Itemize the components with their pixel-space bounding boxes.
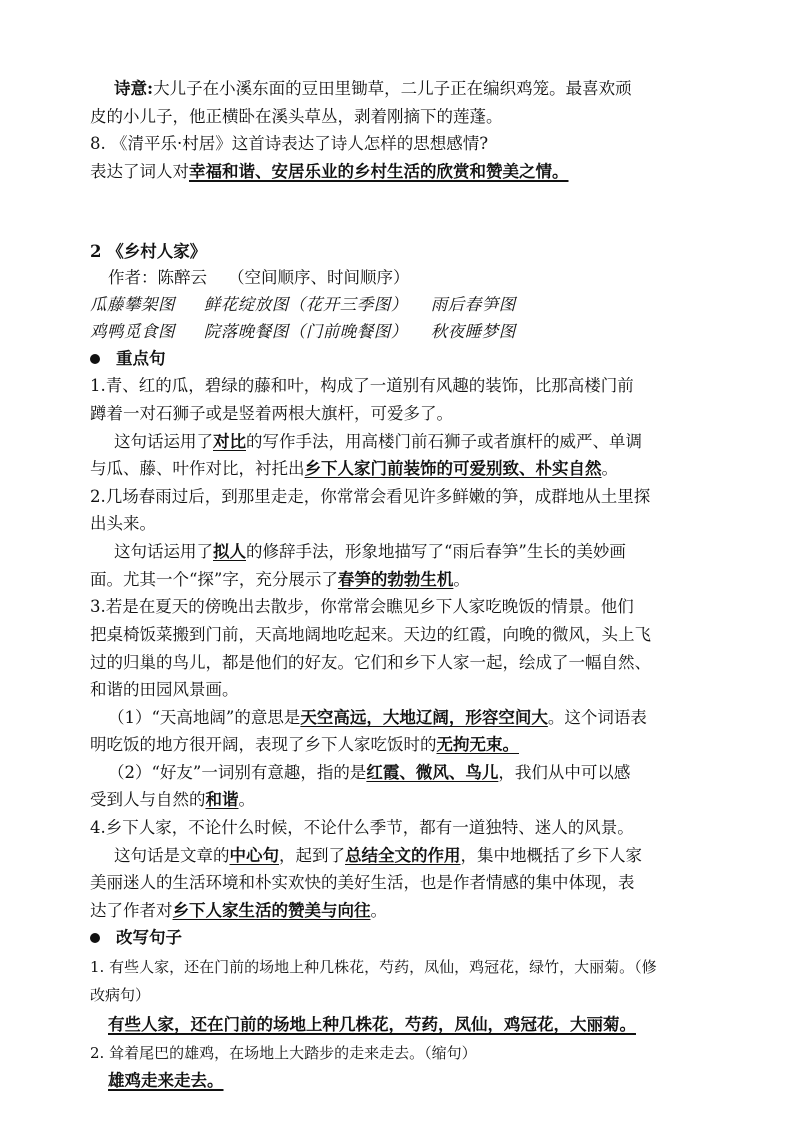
sentence-3-line-3: 过的归巢的鸟儿，都是他们的好友。它们和乡下人家一起，绘成了一幅自然、	[90, 653, 651, 672]
bullet-icon	[90, 354, 100, 364]
lesson-title: 2 《乡村人家》	[90, 242, 207, 261]
section-heading-key-sentences: 重点句	[90, 345, 710, 373]
sentence-2-analysis-1: 这句话运用了拟人的修辞手法，形象地描写了“雨后春笋”生长的美妙画	[114, 542, 626, 561]
lesson-author: 作者：陈醉云 （空间顺序、时间顺序）	[108, 268, 410, 287]
sentence-3-q1-line-2: 明吃饭的地方很开阔，表现了乡下人家吃饭时的无拘无束。	[90, 735, 519, 754]
sentence-3-line-1: 3.若是在夏天的傍晚出去散步，你常常会瞧见乡下人家吃晚饭的情景。他们	[90, 597, 634, 616]
sentence-3-q1-line-1: （1）“天高地阔”的意思是天空高远，大地辽阔，形容空间大。这个词语表	[108, 708, 647, 727]
sentence-1-line-1: 1.青、红的瓜，碧绿的藤和叶，构成了一道别有风趣的装饰，比那高楼门前	[90, 376, 634, 395]
poem-meaning-line-1: 诗意:大儿子在小溪东面的豆田里锄草，二儿子正在编织鸡笼。最喜欢顽	[114, 79, 632, 98]
answer-8-key: 幸福和谐、安居乐业的乡村生活的欣赏和赞美之情。	[189, 162, 569, 181]
sentence-1-analysis-1: 这句话运用了对比的写作手法，用高楼门前石狮子或者旗杆的威严、单调	[114, 432, 642, 451]
meaning-label: 诗意:	[114, 79, 154, 98]
section-heading-rewrite: 改写句子	[90, 924, 710, 952]
poem-meaning-line-2: 皮的小儿子，他正横卧在溪头草丛，剥着刚摘下的莲蓬。	[90, 107, 503, 126]
sentence-1-analysis-2: 与瓜、藤、叶作对比，衬托出乡下人家门前装饰的可爱别致、朴实自然。	[90, 459, 618, 478]
rewrite-a1: 有些人家，还在门前的场地上种几株花，芍药，凤仙，鸡冠花，大丽菊。	[108, 1015, 636, 1034]
sentence-1-line-2: 蹲着一对石狮子或是竖着两根大旗杆，可爱多了。	[90, 404, 453, 423]
rewrite-q1-line-1: 1. 有些人家，还在门前的场地上种几株花，芍药，凤仙，鸡冠花，绿竹，大丽菊。（修	[90, 958, 657, 976]
sentence-2-line-1: 2.几场春雨过后，到那里走走，你常常会看见许多鲜嫩的笋，成群地从土里探	[90, 487, 651, 506]
answer-8: 表达了词人对幸福和谐、安居乐业的乡村生活的欣赏和赞美之情。	[90, 162, 569, 181]
sentence-3-line-2: 把桌椅饭菜搬到门前，天高地阔地吃起来。天边的红霞，向晚的微风，头上飞	[90, 625, 651, 644]
sentence-2-line-2: 出头来。	[90, 514, 156, 533]
sentence-4-analysis-3: 达了作者对乡下人家生活的赞美与向往。	[90, 901, 387, 920]
sentence-4-line-1: 4.乡下人家，不论什么时候，不论什么季节，都有一道独特、迷人的风景。	[90, 818, 634, 837]
sentence-4-analysis-1: 这句话是文章的中心句，起到了总结全文的作用，集中地概括了乡下人家	[114, 846, 642, 865]
rewrite-a2: 雄鸡走来走去。	[108, 1071, 224, 1090]
bullet-icon	[90, 933, 100, 943]
picture-list-1: 瓜藤攀架图 鲜花绽放图（花开三季图） 雨后春笋图	[90, 295, 516, 314]
rewrite-q2: 2. 耸着尾巴的雄鸡，在场地上大踏步的走来走去。（缩句）	[90, 1044, 477, 1062]
sentence-4-analysis-2: 美丽迷人的生活环境和朴实欢快的美好生活，也是作者情感的集中体现，表	[90, 873, 635, 892]
picture-list-2: 鸡鸭觅食图 院落晚餐图（门前晚餐图） 秋夜睡梦图	[90, 322, 516, 341]
sentence-2-analysis-2: 面。尤其一个“探”字，充分展示了春笋的勃勃生机。	[90, 570, 470, 589]
question-8: 8. 《清平乐·村居》这首诗表达了诗人怎样的思想感情?	[90, 134, 489, 153]
sentence-3-q2-line-2: 受到人与自然的和谐。	[90, 790, 255, 809]
sentence-3-q2-line-1: （2）“好友”一词别有意趣，指的是红霞、微风、鸟儿，我们从中可以感	[108, 763, 631, 782]
sentence-3-line-4: 和谐的田园风景画。	[90, 680, 239, 699]
rewrite-q1-line-2: 改病句）	[90, 986, 151, 1004]
